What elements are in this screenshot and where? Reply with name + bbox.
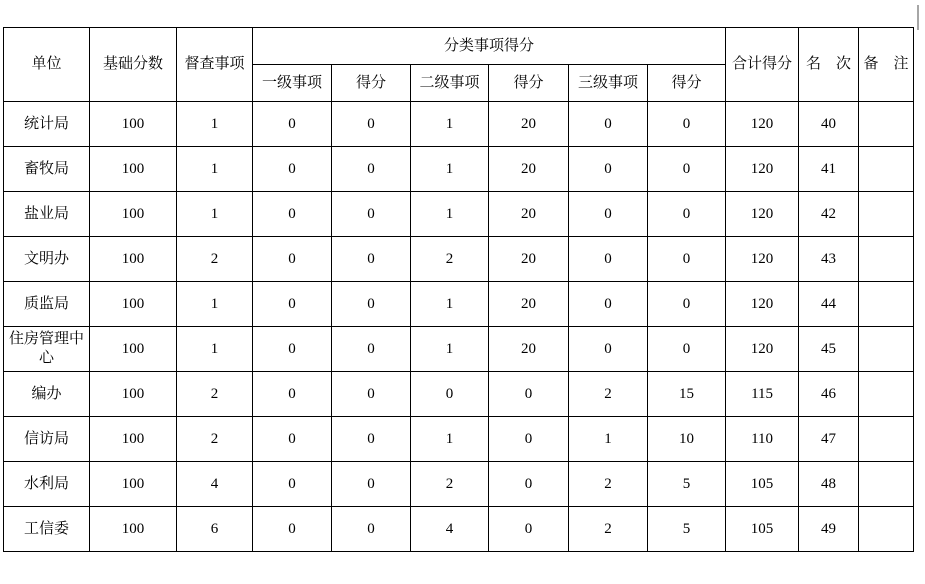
cell-rank: 40 [799,102,859,147]
cell-level3-items: 0 [569,102,648,147]
cell-level1-items: 0 [253,507,332,552]
cell-base-score: 100 [90,192,177,237]
cell-level3-score: 0 [648,237,726,282]
cell-total-score: 120 [726,237,799,282]
cell-level3-score: 0 [648,327,726,372]
cell-inspection-items: 1 [177,102,253,147]
table-row [4,507,914,552]
cell-level2-score: 20 [489,237,569,282]
cell-level1-score: 0 [332,147,411,192]
cell-total-score: 115 [726,372,799,417]
cell-remark [859,507,914,552]
table-header [4,28,914,102]
cell-unit: 信访局 [4,417,90,462]
cell-level3-items: 2 [569,462,648,507]
cell-level1-items: 0 [253,147,332,192]
cell-base-score: 100 [90,147,177,192]
cell-base-score: 100 [90,102,177,147]
cell-level1-score: 0 [332,192,411,237]
header-level3-score: 得分 [648,65,726,102]
cell-base-score: 100 [90,282,177,327]
header-remarks: 备 注 [859,28,914,102]
cell-remark [859,147,914,192]
header-base-score: 基础分数 [90,28,177,102]
table-row [4,282,914,327]
cell-inspection-items: 1 [177,192,253,237]
header-rank: 名 次 [799,28,859,102]
cell-rank: 44 [799,282,859,327]
cell-inspection-items: 2 [177,372,253,417]
cell-level2-score: 20 [489,102,569,147]
cell-level2-score: 20 [489,327,569,372]
cell-level2-score: 20 [489,192,569,237]
cell-level2-items: 1 [411,147,489,192]
cell-level3-score: 5 [648,462,726,507]
cell-total-score: 120 [726,147,799,192]
cell-inspection-items: 4 [177,462,253,507]
cell-rank: 49 [799,507,859,552]
table-row [4,237,914,282]
cell-level3-score: 10 [648,417,726,462]
cell-inspection-items: 1 [177,327,253,372]
cell-level3-items: 2 [569,372,648,417]
cell-level2-score: 0 [489,417,569,462]
cell-inspection-items: 2 [177,237,253,282]
cell-remark [859,417,914,462]
header-level1-score: 得分 [332,65,411,102]
cell-total-score: 120 [726,192,799,237]
cell-inspection-items: 1 [177,147,253,192]
cell-level1-score: 0 [332,462,411,507]
cell-level3-items: 0 [569,147,648,192]
cell-inspection-items: 6 [177,507,253,552]
scrollbar-fragment[interactable] [917,5,919,30]
cell-inspection-items: 1 [177,282,253,327]
table-row [4,462,914,507]
cell-level2-items: 1 [411,282,489,327]
header-level1-items: 一级事项 [253,65,332,102]
cell-total-score: 105 [726,462,799,507]
cell-total-score: 120 [726,327,799,372]
cell-unit: 文明办 [4,237,90,282]
cell-level1-score: 0 [332,282,411,327]
cell-base-score: 100 [90,327,177,372]
cell-base-score: 100 [90,507,177,552]
header-inspection-items: 督查事项 [177,28,253,102]
cell-level1-score: 0 [332,237,411,282]
cell-level1-items: 0 [253,192,332,237]
table-row [4,417,914,462]
cell-level1-score: 0 [332,417,411,462]
cell-level3-items: 1 [569,417,648,462]
cell-unit: 住房管理中心 [4,327,90,372]
header-level2-items: 二级事项 [411,65,489,102]
cell-level1-items: 0 [253,462,332,507]
cell-total-score: 105 [726,507,799,552]
cell-level3-score: 15 [648,372,726,417]
cell-rank: 47 [799,417,859,462]
cell-level2-items: 1 [411,192,489,237]
cell-level3-items: 0 [569,192,648,237]
cell-total-score: 120 [726,102,799,147]
cell-level3-score: 0 [648,147,726,192]
cell-unit: 编办 [4,372,90,417]
cell-level3-items: 2 [569,507,648,552]
cell-level1-items: 0 [253,282,332,327]
header-unit: 单位 [4,28,90,102]
cell-level3-score: 5 [648,507,726,552]
cell-level2-score: 0 [489,372,569,417]
cell-level1-items: 0 [253,417,332,462]
table-row [4,372,914,417]
cell-rank: 48 [799,462,859,507]
cell-level2-items: 0 [411,372,489,417]
cell-base-score: 100 [90,237,177,282]
table-row [4,192,914,237]
cell-level3-items: 0 [569,327,648,372]
table-row [4,102,914,147]
cell-level2-score: 20 [489,147,569,192]
cell-level1-items: 0 [253,102,332,147]
header-level2-score: 得分 [489,65,569,102]
cell-rank: 42 [799,192,859,237]
header-level3-items: 三级事项 [569,65,648,102]
cell-level1-items: 0 [253,372,332,417]
cell-remark [859,372,914,417]
cell-rank: 41 [799,147,859,192]
cell-unit: 质监局 [4,282,90,327]
cell-rank: 45 [799,327,859,372]
cell-level1-score: 0 [332,327,411,372]
cell-level2-items: 1 [411,102,489,147]
cell-level2-score: 0 [489,462,569,507]
cell-level1-score: 0 [332,372,411,417]
cell-level1-items: 0 [253,237,332,282]
cell-unit: 统计局 [4,102,90,147]
cell-base-score: 100 [90,417,177,462]
cell-level3-items: 0 [569,282,648,327]
cell-total-score: 110 [726,417,799,462]
cell-level2-items: 4 [411,507,489,552]
cell-level2-score: 0 [489,507,569,552]
cell-level3-score: 0 [648,282,726,327]
cell-unit: 工信委 [4,507,90,552]
cell-level2-items: 2 [411,462,489,507]
cell-unit: 畜牧局 [4,147,90,192]
cell-base-score: 100 [90,462,177,507]
cell-level2-items: 2 [411,237,489,282]
cell-level3-score: 0 [648,102,726,147]
cell-rank: 46 [799,372,859,417]
table-row [4,327,914,372]
cell-level1-score: 0 [332,102,411,147]
cell-level2-items: 1 [411,417,489,462]
score-ranking-table [3,27,914,552]
cell-inspection-items: 2 [177,417,253,462]
cell-remark [859,102,914,147]
cell-remark [859,327,914,372]
cell-level2-items: 1 [411,327,489,372]
cell-level1-items: 0 [253,327,332,372]
cell-total-score: 120 [726,282,799,327]
cell-level2-score: 20 [489,282,569,327]
cell-remark [859,192,914,237]
cell-unit: 水利局 [4,462,90,507]
cell-remark [859,237,914,282]
header-total-score: 合计得分 [726,28,799,102]
table-row [4,147,914,192]
cell-remark [859,282,914,327]
cell-base-score: 100 [90,372,177,417]
cell-level3-score: 0 [648,192,726,237]
cell-level1-score: 0 [332,507,411,552]
cell-unit: 盐业局 [4,192,90,237]
header-classified-group: 分类事项得分 [253,28,726,65]
cell-remark [859,462,914,507]
cell-level3-items: 0 [569,237,648,282]
cell-rank: 43 [799,237,859,282]
